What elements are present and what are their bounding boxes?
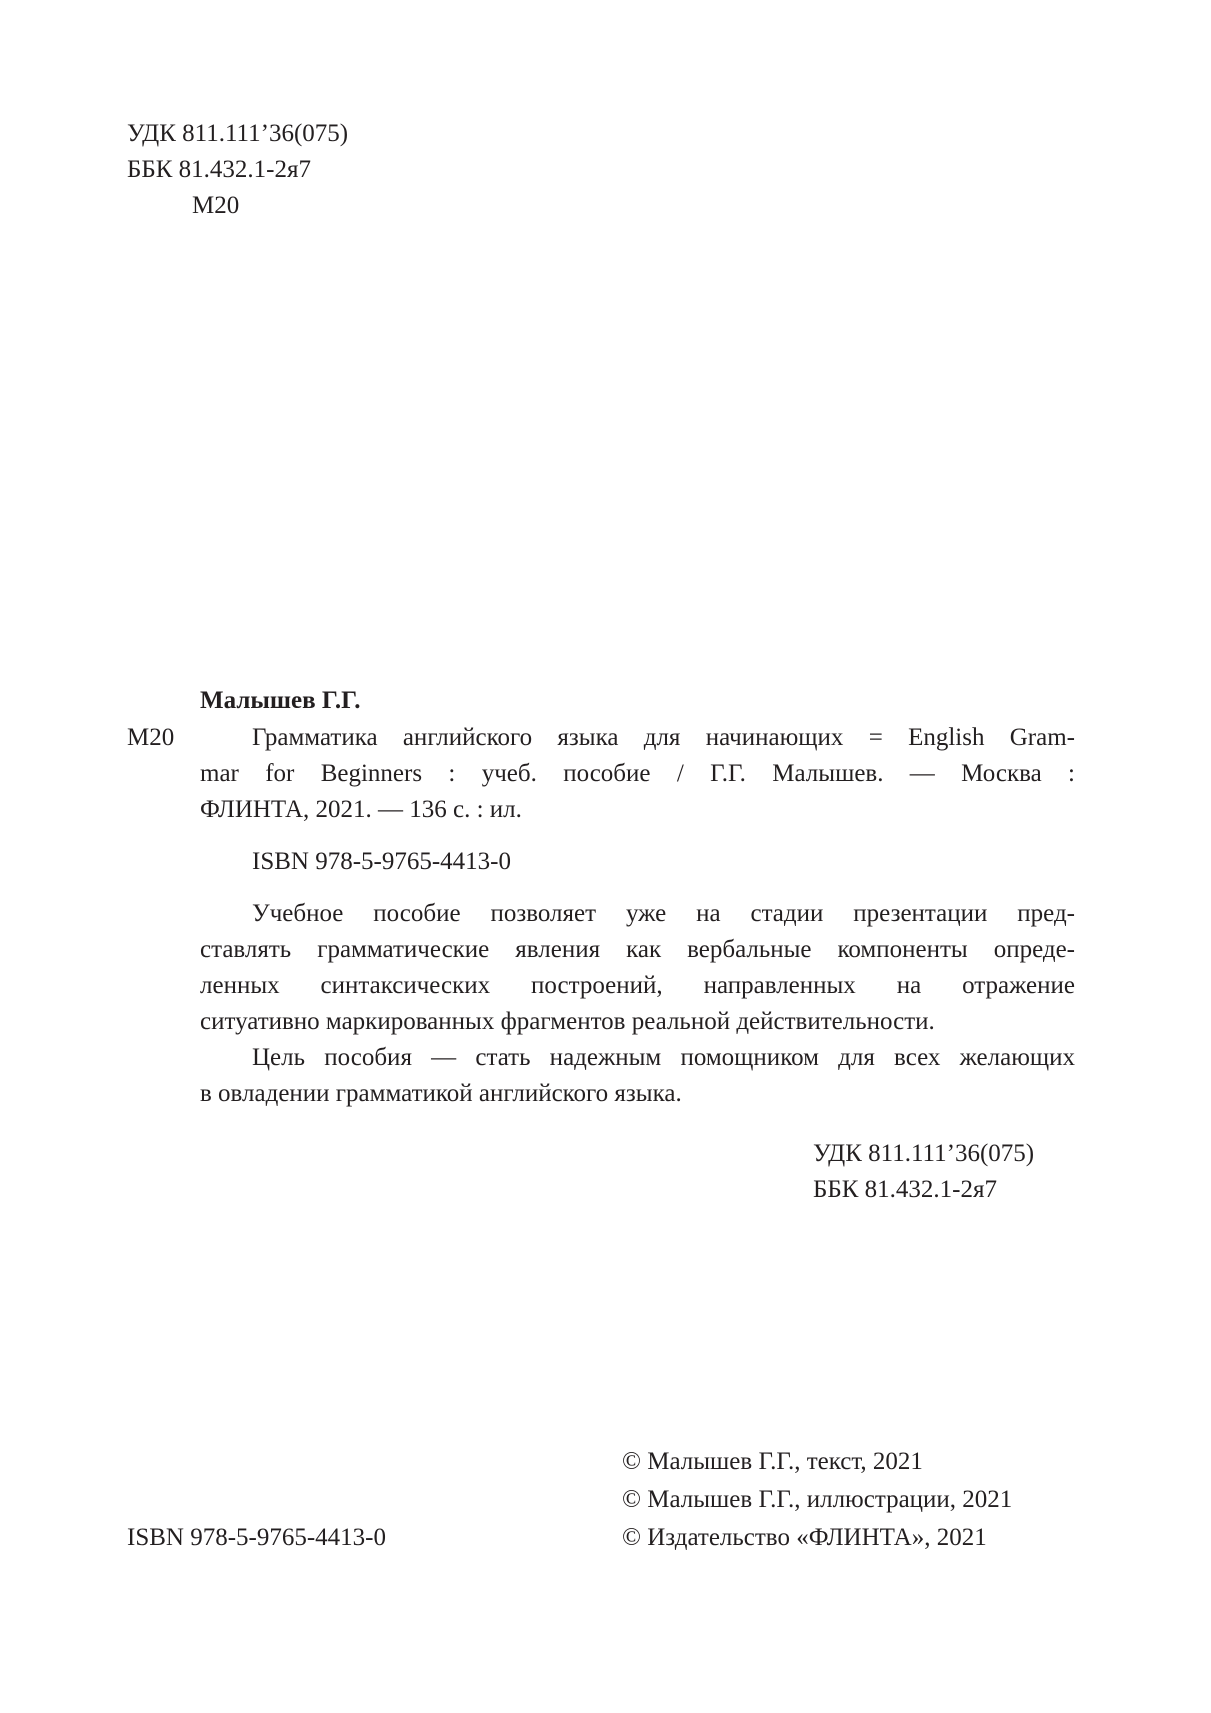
- record-title-line: Грамматика английского языка для начинающих = English Gram-: [252, 724, 1075, 751]
- record-cutter-mark: М20: [127, 724, 175, 751]
- copyright-line: © Издательство «ФЛИНТА», 2021: [622, 1524, 987, 1551]
- record-title-line: mar for Beginners : учеб. пособие / Г.Г. Малышев. — Москва :: [200, 760, 1075, 787]
- record-bbk-code: ББК 81.432.1-2я7: [813, 1176, 997, 1203]
- top-cutter-mark: М20: [192, 192, 240, 219]
- annotation-line: в овладении грамматикой английского языка.: [200, 1080, 682, 1107]
- annotation-line: ставлять грамматические явления как вербальные компоненты опреде-: [200, 936, 1075, 963]
- record-isbn: ISBN 978-5-9765-4413-0: [252, 848, 512, 875]
- copyright-line: © Малышев Г.Г., текст, 2021: [622, 1448, 923, 1475]
- copyright-line: © Малышев Г.Г., иллюстрации, 2021: [622, 1486, 1013, 1513]
- annotation-line: Цель пособия — стать надежным помощником для всех желающих: [252, 1044, 1075, 1071]
- record-author: Малышев Г.Г.: [200, 687, 361, 714]
- record-title-line: ФЛИНТА, 2021. — 136 с. : ил.: [200, 796, 522, 823]
- annotation-line: ленных синтаксических построений, направленных на отражение: [200, 972, 1075, 999]
- annotation-line: ситуативно маркированных фрагментов реальной действительности.: [200, 1008, 935, 1035]
- bottom-isbn: ISBN 978-5-9765-4413-0: [127, 1524, 387, 1551]
- annotation-line: Учебное пособие позволяет уже на стадии презентации пред-: [252, 900, 1075, 927]
- top-udk-code: УДК 811.111’36(075): [127, 120, 349, 147]
- top-bbk-code: ББК 81.432.1-2я7: [127, 156, 311, 183]
- record-udk-code: УДК 811.111’36(075): [813, 1140, 1035, 1167]
